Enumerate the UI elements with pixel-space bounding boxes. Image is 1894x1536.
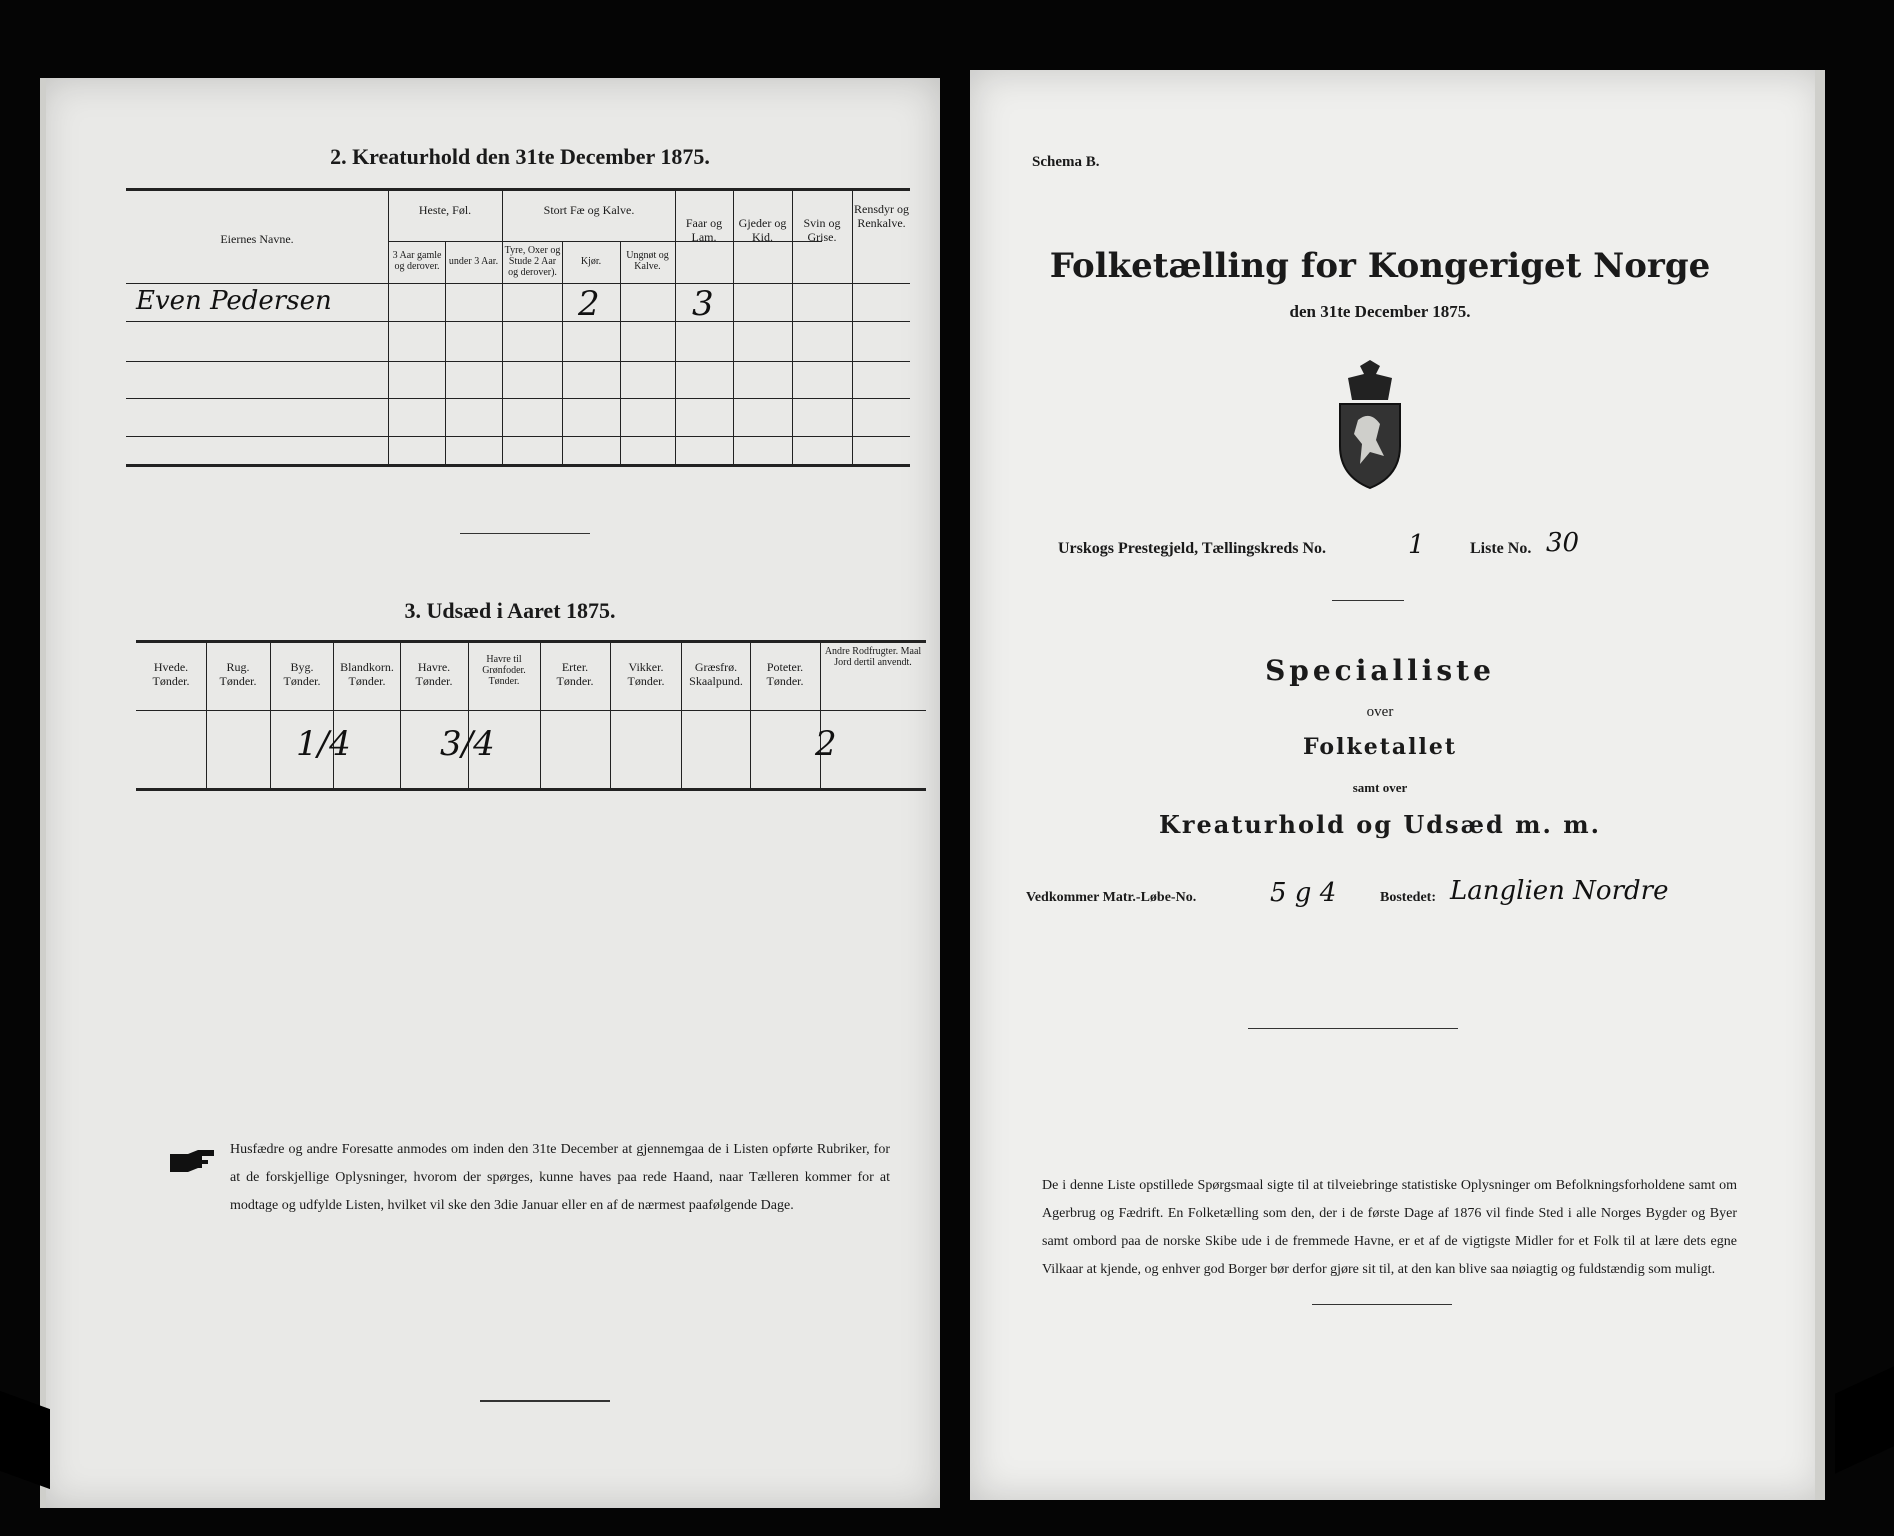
divider-bottom [480, 1400, 610, 1402]
page-stack-edge [1815, 70, 1825, 1500]
bosted-label: Bostedet: [1380, 890, 1436, 905]
left-page [40, 78, 940, 1508]
tellingskreds-value: 1 [1408, 530, 1425, 560]
col-andre-rodfrugter: Andre Rodfrugter. Maal Jord dertil anvendt. [824, 646, 922, 668]
bosted-value: Langlien Nordre [1450, 876, 1669, 906]
col-poteter: Poteter. Tønder. [766, 660, 804, 688]
col-svin: Svin og Grise. [803, 216, 841, 244]
faar-value: 3 [692, 284, 714, 324]
matr-label: Vedkommer Matr.-Løbe-No. [1026, 890, 1197, 905]
col-eiernes-navne: Eiernes Navne. [220, 232, 294, 246]
liste-value: 30 [1546, 528, 1580, 558]
col-erter: Erter. Tønder. [556, 660, 594, 688]
col-ungnot: Ungnøt og Kalve. [626, 250, 669, 272]
poteter-value: 2 [815, 724, 837, 764]
prestegjeld-label: Urskogs Prestegjeld, Tællingskreds No. [1058, 540, 1327, 557]
liste-label: Liste No. [1470, 540, 1532, 557]
main-title: Folketælling for Kongeriget Norge [1049, 246, 1711, 286]
col-gjeder: Gjeder og Kid. [738, 216, 787, 244]
col-faar: Faar og Lam. [685, 216, 723, 244]
col-heste-group: Heste, Føl. [418, 203, 472, 217]
byg-value: 1/4 [296, 724, 351, 764]
kreaturhold-title: Kreaturhold og Udsæd m. m. [1159, 810, 1601, 839]
specialliste-title: Specialliste [1265, 654, 1495, 687]
divider [460, 533, 590, 534]
col-graesfro: Græsfrø. Skaalpund. [689, 660, 743, 688]
binder-clip-left [0, 1391, 50, 1489]
col-heste-3aar: 3 Aar gamle og derover. [392, 250, 442, 272]
col-rug: Rug. Tønder. [219, 660, 257, 688]
norway-coat-of-arms-icon [1332, 360, 1408, 490]
col-kjor: Kjør. [580, 256, 602, 267]
right-page [970, 70, 1825, 1500]
pointing-hand-icon [168, 1148, 216, 1174]
divider [1332, 600, 1404, 601]
col-vikker: Vikker. Tønder. [627, 660, 665, 688]
matr-value: 5 g 4 [1270, 878, 1337, 908]
col-hvede: Hvede. Tønder. [152, 660, 190, 688]
over-label: over [1366, 704, 1394, 720]
section-2-heading: 2. Kreaturhold den 31te December 1875. [330, 144, 710, 169]
divider-bottom [1312, 1304, 1452, 1305]
col-havre: Havre. Tønder. [415, 660, 453, 688]
schema-label: Schema B. [1032, 154, 1100, 170]
folketallet-title: Folketallet [1303, 734, 1457, 760]
notice-text: Husfædre og andre Foresatte anmodes om inden den 31te December at gjennemgaa de i Listen opførte Rubriker, for at de forskjellige Oplysninger, hvorom der spørges, kunne haves paa rede Haand, naar Tælleren kommer for at modtage og udfylde Listen, hvilket vil ske den 3die Januar eller en af de nærmest paafølgende Dage. [230, 1142, 890, 1213]
title-date: den 31te December 1875. [1289, 302, 1471, 321]
col-blandkorn: Blandkorn. Tønder. [340, 660, 394, 688]
col-heste-under3: under 3 Aar. [448, 256, 499, 267]
binder-clip-right [1835, 1366, 1894, 1474]
section-3-heading: 3. Udsæd i Aaret 1875. [404, 598, 616, 623]
col-byg: Byg. Tønder. [283, 660, 321, 688]
col-havre-gronfoder: Havre til Grønfoder. Tønder. [482, 654, 526, 687]
owner-name: Even Pedersen [136, 286, 332, 316]
col-rensdyr: Rensdyr og Renkalve. [854, 202, 909, 230]
kjor-value: 2 [578, 284, 600, 324]
info-paragraph: De i denne Liste opstillede Spørgsmaal sigte til at tilveiebringe statistiske Oplysninger om Befolkningsforholdene samt om Agerbrug og Fædrift. En Folketælling som den, der i de første Dage af 1876 vil finde Sted i alle Norges Bygder og Byer samt ombord paa de norske Skibe ude i de fremmede Havne, er et af de vigtigste Midler for et Folk til at lære dets egne Vilkaar at kjende, og enhver god Borger bør derfor gjøre sit til, at den kan blive saa nøiagtig og fuldstændig som muligt. [1042, 1178, 1737, 1277]
col-tyre-oxer: Tyre, Oxer og Stude 2 Aar og derover). [504, 245, 561, 278]
col-stort-group: Stort Fæ og Kalve. [543, 203, 635, 217]
samt-over-label: samt over [1352, 780, 1408, 795]
divider-mid [1248, 1028, 1458, 1029]
page-stack-edge [40, 78, 46, 1508]
havre-value: 3/4 [440, 724, 495, 764]
